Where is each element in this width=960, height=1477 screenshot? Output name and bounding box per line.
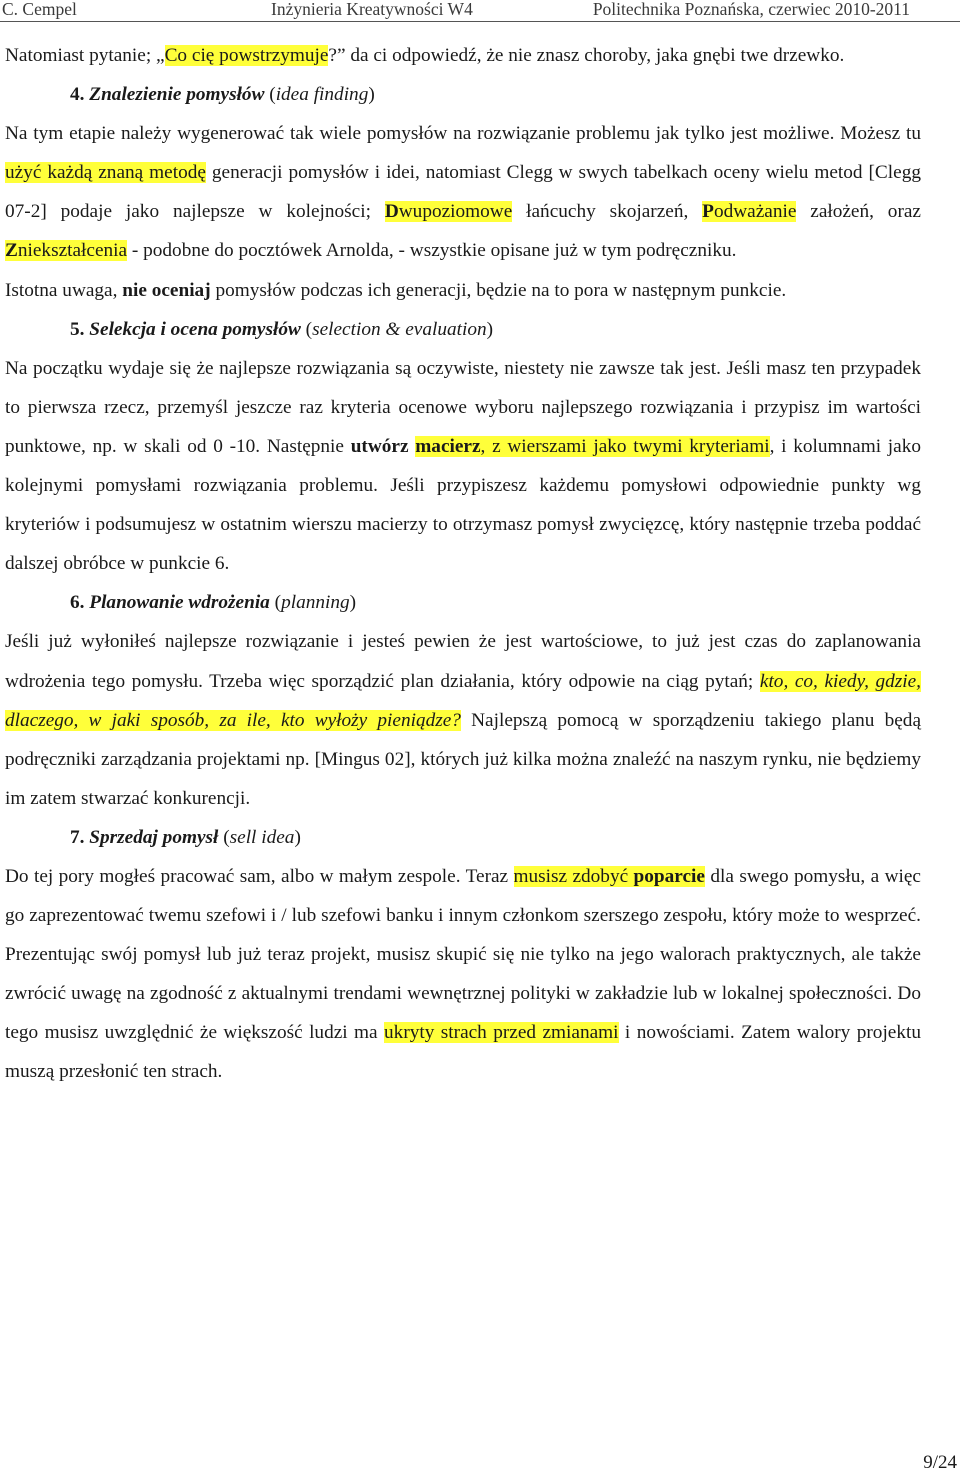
page-number: 9/24 (923, 1452, 957, 1473)
highlight-criteria: , z wierszami jako twymi kryteriami (480, 435, 770, 457)
header-institution: Politechnika Poznańska, czerwiec 2010-2011 (592, 0, 910, 19)
emphasis-create: utwórz (350, 435, 409, 457)
section-title-en: selection & evaluation (312, 318, 487, 340)
section-title-en: planning (281, 592, 350, 614)
header-rule (0, 21, 960, 22)
page-header (0, 0, 960, 22)
highlight-question: Co cię powstrzymuje (164, 45, 329, 66)
section-heading-6: 6. Planowanie wdrożenia (planning) (70, 592, 357, 614)
highlight-support: musisz zdobyć (513, 865, 634, 887)
paragraph-note: Istotna uwaga, nie oceniaj pomysłów podczas ich generacji, będzie na to pora w następnym punkcie. (5, 279, 787, 301)
paragraph-idea-finding: Na tym etapie należy wygenerować tak wiele pomysłów na rozwiązanie problemu jak tylko jest możliwe. Możesz tu użyć każdą znaną metodę generacji pomysłów i idei, natomiast Clegg w swych tabelkach oceny wielu metod [Clegg 07-2] podaje jako najlepsze w kolejności; Dwupoziomowe łańcuchy skojarzeń, Podważanie założeń, oraz Zniekształcenia - podobne do pocztówek Arnolda, - wszystkie opisane już w tym podręczniku. (5, 123, 921, 262)
section-number: 4. (70, 84, 85, 106)
section-number: 7. (70, 826, 85, 848)
section-title: Planowanie wdrożenia (89, 592, 270, 614)
highlight-initial: D (384, 201, 399, 223)
highlight-matrix: macierz (415, 435, 481, 457)
section-number: 5. (70, 318, 85, 340)
paragraph-selection: Na początku wydaje się że najlepsze rozwiązania są oczywiste, niestety nie zawsze tak jest. Jeśli masz ten przypadek to pierwsza rzecz, przemyśl jeszcze raz kryteria ocenowe wyboru najlepszego rozwiązania i przypisz im wartości punktowe, np. w skali od 0 -10. Następnie utwórz macierz, z wierszami jako twymi kryteriami, i kolumnami jako kolejnymi pomysłami rozwiązania problemu. Jeśli przypiszesz każdemu pomysłowi odpowiednie punkty wg kryteriów i podsumujesz w ostatnim wierszu macierzy to otrzymasz pomysł zwycięzcę, który następnie trzeba poddać dalszej obróbce w punkcie 6. (5, 357, 921, 575)
paragraph-planning: Jeśli już wyłoniłeś najlepsze rozwiązanie i jesteś pewien że jest wartościowe, to już jest czas do zaplanowania wdrożenia tego pomysłu. Trzeba więc sporządzić plan działania, który odpowie na ciąg pytań; kto, co, kiedy, gdzie, dlaczego, w jaki sposób, za ile, kto wyłoży pieniądze? Najlepszą pomocą w sporządzeniu takiego planu będą podręczniki zarządzania projektami np. [Mingus 02], których już kilka można znaleźć na naszym rynku, nie będziemy im zatem stwarzać konkurencji. (5, 631, 922, 809)
section-title: Sprzedaj pomysł (89, 826, 219, 848)
section-title: Selekcja i ocena pomysłów (89, 318, 301, 340)
highlight-initial: Z (5, 240, 18, 262)
paragraph-sell: Do tej pory mogłeś pracować sam, albo w małym zespole. Teraz musisz zdobyć poparcie dla swego pomysłu, a więc go zaprezentować twemu szefowi i / lub szefowi banku i innym członkom szerszego zespołu, który może to wesprzeć. Prezentując swój pomysł lub już teraz projekt, musisz skupić się nie tylko na jego walorach praktycznych, ale także zwrócić uwagę na zgodność z aktualnymi trendami wewnętrznej polityki w zakładzie lub w lokalnej społeczności. Do tego musisz uwzględnić że większość ludzi ma ukryty strach przed zmianami i nowościami. Zatem walory projektu muszą przesłonić ten strach. (5, 865, 922, 1083)
document-body (5, 36, 921, 1092)
section-title-en: idea finding (275, 84, 369, 106)
paragraph-question: Natomiast pytanie; „Co cię powstrzymuje?” da ci odpowiedź, że nie znasz choroby, jaka gnębi twe drzewko. (5, 45, 845, 66)
highlight-method: użyć każdą znaną metodę (5, 162, 206, 184)
section-title-en: sell idea (229, 826, 295, 848)
highlight-fear: ukryty strach przed zmianami (384, 1022, 619, 1044)
emphasis-dont-judge: nie oceniaj (122, 279, 211, 301)
section-heading-5: 5. Selekcja i ocena pomysłów (selection & evaluation) (70, 318, 494, 340)
highlight-questions: kto, co, kiedy, gdzie, dlaczego, w jaki sposób, za ile, kto wyłoży pieniądze? (5, 670, 921, 731)
header-course-title: Inżynieria Kreatywności W4 (271, 0, 473, 19)
highlight-support-bold: poparcie (633, 865, 705, 887)
section-heading-7: 7. Sprzedaj pomysł (sell idea) (70, 826, 301, 848)
highlight-initial: P (702, 201, 714, 223)
header-author: C. Cempel (2, 0, 77, 19)
section-number: 6. (70, 592, 85, 614)
section-heading-4: 4. Znalezienie pomysłów (idea finding) (70, 84, 375, 106)
section-title: Znalezienie pomysłów (89, 84, 265, 106)
